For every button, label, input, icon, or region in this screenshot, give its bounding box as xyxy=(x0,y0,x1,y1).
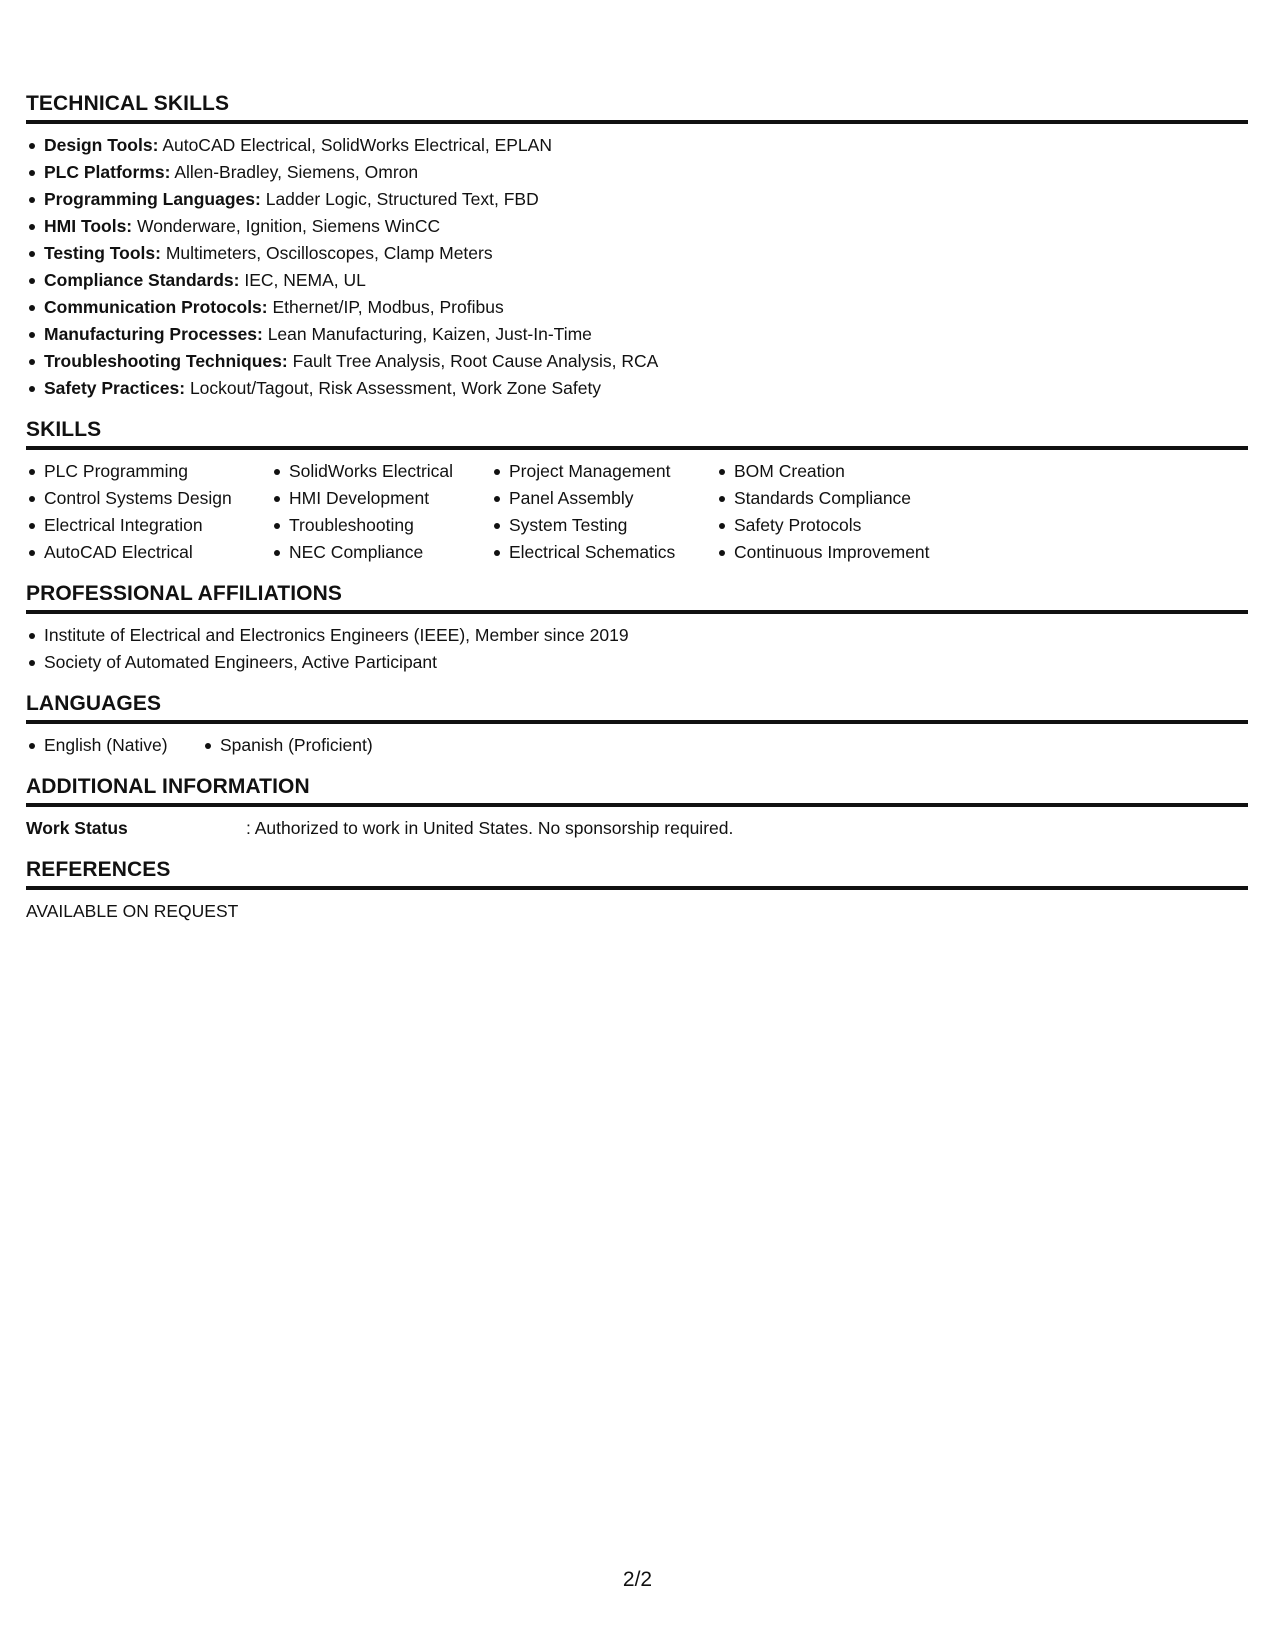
technical-skills-section xyxy=(26,92,1248,402)
technical-skill-label: Design Tools: xyxy=(44,135,159,155)
language-item: Spanish (Proficient) xyxy=(202,732,373,759)
languages-list xyxy=(26,732,1248,759)
skill-item: System Testing xyxy=(491,512,716,539)
skill-item: Troubleshooting xyxy=(271,512,491,539)
technical-skill-item xyxy=(26,132,1248,159)
technical-skill-item xyxy=(26,159,1248,186)
affiliation-item: Institute of Electrical and Electronics Engineers (IEEE), Member since 2019 xyxy=(26,622,1248,649)
languages-section xyxy=(26,692,1248,759)
work-status-label: Work Status xyxy=(26,818,128,838)
skill-item: Continuous Improvement xyxy=(716,539,1016,566)
technical-skill-value: Lockout/Tagout, Risk Assessment, Work Zone Safety xyxy=(189,378,602,398)
references-section xyxy=(26,858,1248,925)
affiliations-list xyxy=(26,622,1248,676)
technical-skill-label: HMI Tools: xyxy=(44,216,133,236)
skills-column xyxy=(271,458,491,566)
technical-skill-value: AutoCAD Electrical, SolidWorks Electrical, EPLAN xyxy=(162,135,552,155)
skill-item: BOM Creation xyxy=(716,458,1016,485)
technical-skill-label: Safety Practices: xyxy=(44,378,186,398)
technical-skill-value: Ladder Logic, Structured Text, FBD xyxy=(265,189,539,209)
technical-skill-item xyxy=(26,267,1248,294)
skill-item: PLC Programming xyxy=(26,458,271,485)
technical-skill-value: Wonderware, Ignition, Siemens WinCC xyxy=(137,216,441,236)
skills-heading: SKILLS xyxy=(26,418,1248,450)
work-status-value: : Authorized to work in United States. No sponsorship required. xyxy=(246,818,734,838)
affiliations-section xyxy=(26,582,1248,676)
technical-skill-item xyxy=(26,321,1248,348)
skills-grid xyxy=(26,458,1248,566)
technical-skill-label: Troubleshooting Techniques: xyxy=(44,351,288,371)
skill-item: Electrical Integration xyxy=(26,512,271,539)
skills-column xyxy=(716,458,1016,566)
skill-item: NEC Compliance xyxy=(271,539,491,566)
technical-skill-label: Programming Languages: xyxy=(44,189,261,209)
skill-item: Electrical Schematics xyxy=(491,539,716,566)
skill-item: AutoCAD Electrical xyxy=(26,539,271,566)
affiliation-item: Society of Automated Engineers, Active Participant xyxy=(26,649,1248,676)
skill-item: HMI Development xyxy=(271,485,491,512)
language-column xyxy=(26,732,202,759)
skill-item: Panel Assembly xyxy=(491,485,716,512)
language-column xyxy=(202,732,373,759)
technical-skill-label: Testing Tools: xyxy=(44,243,161,263)
additional-info-section xyxy=(26,775,1248,842)
work-status-row xyxy=(26,815,1248,842)
technical-skill-label: Compliance Standards: xyxy=(44,270,240,290)
skill-item: SolidWorks Electrical xyxy=(271,458,491,485)
skill-item: Safety Protocols xyxy=(716,512,1016,539)
references-heading: REFERENCES xyxy=(26,858,1248,890)
skill-item: Project Management xyxy=(491,458,716,485)
languages-heading: LANGUAGES xyxy=(26,692,1248,724)
technical-skill-value: Multimeters, Oscilloscopes, Clamp Meters xyxy=(165,243,493,263)
skills-section xyxy=(26,418,1248,566)
affiliations-heading: PROFESSIONAL AFFILIATIONS xyxy=(26,582,1248,614)
technical-skill-item xyxy=(26,375,1248,402)
skill-item: Control Systems Design xyxy=(26,485,271,512)
technical-skill-label: Communication Protocols: xyxy=(44,297,268,317)
technical-skills-heading: TECHNICAL SKILLS xyxy=(26,92,1248,124)
resume-page xyxy=(26,92,1248,925)
technical-skill-value: Lean Manufacturing, Kaizen, Just-In-Time xyxy=(267,324,592,344)
references-text: AVAILABLE ON REQUEST xyxy=(26,901,239,921)
technical-skill-item xyxy=(26,240,1248,267)
technical-skill-label: Manufacturing Processes: xyxy=(44,324,263,344)
additional-info-heading: ADDITIONAL INFORMATION xyxy=(26,775,1248,807)
skills-column xyxy=(491,458,716,566)
page-number: 2/2 xyxy=(622,1568,653,1591)
technical-skill-item xyxy=(26,213,1248,240)
technical-skill-value: IEC, NEMA, UL xyxy=(244,270,366,290)
technical-skill-label: PLC Platforms: xyxy=(44,162,171,182)
technical-skill-item xyxy=(26,186,1248,213)
technical-skill-value: Fault Tree Analysis, Root Cause Analysis, RCA xyxy=(292,351,659,371)
technical-skill-value: Ethernet/IP, Modbus, Profibus xyxy=(272,297,504,317)
technical-skill-value: Allen-Bradley, Siemens, Omron xyxy=(174,162,419,182)
skills-column xyxy=(26,458,271,566)
technical-skill-item xyxy=(26,348,1248,375)
skill-item: Standards Compliance xyxy=(716,485,1016,512)
technical-skills-list xyxy=(26,132,1248,402)
language-item: English (Native) xyxy=(26,732,202,759)
technical-skill-item xyxy=(26,294,1248,321)
